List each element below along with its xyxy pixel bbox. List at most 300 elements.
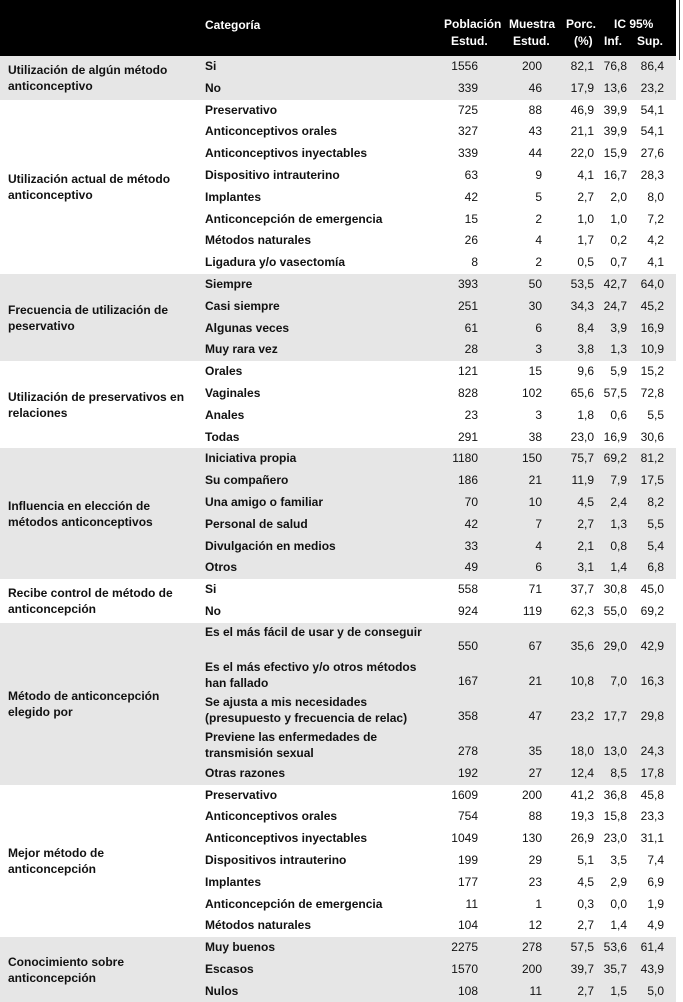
- row-poblacion: 550: [457, 638, 478, 653]
- row-poblacion: 558: [457, 582, 478, 597]
- row-poblacion: 70: [464, 494, 478, 509]
- row-ic-sup: 15,2: [640, 364, 664, 379]
- row-ic-sup: 10,9: [640, 342, 664, 357]
- table-row: [0, 78, 676, 100]
- row-ic-inf: 0,0: [610, 896, 627, 911]
- group-label: Método de anticoncepción elegido por: [8, 688, 160, 719]
- row-ic-sup: 23,3: [640, 809, 664, 824]
- row-muestra: 29: [528, 852, 542, 867]
- row-ic-sup: 6,9: [647, 874, 664, 889]
- row-ic-inf: 2,0: [610, 189, 627, 204]
- row-poblacion: 61: [464, 320, 478, 335]
- row-ic-inf: 42,7: [603, 276, 627, 291]
- row-muestra: 2: [535, 211, 542, 226]
- row-category: Previene las enfermedades de transmisión sexual: [205, 729, 378, 760]
- row-muestra: 50: [528, 276, 542, 291]
- row-ic-sup: 61,4: [640, 940, 664, 955]
- row-porcentaje: 2,7: [577, 983, 594, 998]
- row-poblacion: 42: [464, 516, 478, 531]
- row-ic-sup: 7,2: [647, 211, 664, 226]
- table-row: [0, 850, 676, 872]
- row-porcentaje: 34,3: [570, 298, 594, 313]
- row-ic-sup: 28,3: [640, 167, 664, 182]
- row-ic-inf: 39,9: [603, 102, 627, 117]
- row-ic-sup: 5,0: [647, 983, 664, 998]
- table-row: [0, 658, 676, 693]
- row-category: Métodos naturales: [205, 233, 312, 248]
- row-porcentaje: 5,1: [577, 852, 594, 867]
- row-poblacion: 251: [457, 298, 478, 313]
- row-muestra: 23: [528, 874, 542, 889]
- header-porc-sub: (%): [574, 34, 593, 48]
- table-row: [0, 121, 676, 143]
- row-poblacion: 393: [457, 276, 478, 291]
- row-category: Implantes: [205, 189, 262, 204]
- row-muestra: 1: [535, 896, 542, 911]
- row-category: Anticoncepción de emergencia: [205, 211, 383, 226]
- table-group: [0, 100, 676, 274]
- row-porcentaje: 57,5: [570, 940, 594, 955]
- row-ic-inf: 1,5: [610, 983, 627, 998]
- row-category: Si: [205, 59, 217, 73]
- row-porcentaje: 0,5: [577, 255, 594, 270]
- row-muestra: 67: [528, 638, 542, 653]
- table-group: [0, 56, 676, 100]
- row-porcentaje: 8,4: [577, 320, 594, 335]
- row-ic-sup: 4,1: [647, 255, 664, 270]
- row-muestra: 150: [521, 451, 542, 466]
- group-label: Utilización de preservativos en relaciones: [8, 389, 185, 420]
- row-poblacion: 104: [457, 918, 478, 933]
- row-muestra: 71: [528, 582, 542, 597]
- row-category: Preservativo: [205, 787, 278, 802]
- table-row: [0, 785, 676, 807]
- table-row: [0, 361, 676, 383]
- row-poblacion: 754: [457, 809, 478, 824]
- row-poblacion: 358: [457, 708, 478, 723]
- row-ic-sup: 30,6: [640, 429, 664, 444]
- row-ic-sup: 17,8: [640, 765, 664, 780]
- row-poblacion: 11: [465, 896, 478, 911]
- row-poblacion: 15: [464, 211, 478, 226]
- table-row: [0, 828, 676, 850]
- row-muestra: 6: [535, 320, 542, 335]
- row-porcentaje: 39,7: [570, 961, 594, 976]
- row-poblacion: 339: [457, 80, 478, 95]
- table-row: [0, 557, 676, 579]
- row-poblacion: 186: [457, 473, 478, 488]
- row-category: Siempre: [205, 276, 253, 291]
- table-row: [0, 252, 676, 274]
- table-row: [0, 318, 676, 340]
- table-row: [0, 536, 676, 558]
- row-muestra: 4: [535, 538, 542, 553]
- row-category: Si: [205, 582, 217, 597]
- row-poblacion: 23: [464, 407, 478, 422]
- table-row: [0, 623, 676, 658]
- row-category: Dispositivos intrauterino: [205, 852, 347, 867]
- row-porcentaje: 65,6: [570, 385, 594, 400]
- row-poblacion: 26: [464, 233, 478, 248]
- table-row: [0, 959, 676, 981]
- row-muestra: 4: [535, 233, 542, 248]
- header-categoria: Categoría: [205, 18, 261, 32]
- group-label: Frecuencia de utilización de peservativo: [8, 302, 169, 333]
- row-ic-inf: 1,3: [610, 516, 627, 531]
- row-muestra: 200: [521, 787, 542, 802]
- row-ic-inf: 30,8: [603, 582, 627, 597]
- row-muestra: 7: [535, 516, 542, 531]
- row-category: Anticonceptivos orales: [205, 124, 338, 139]
- row-category: Algunas veces: [205, 320, 290, 335]
- row-porcentaje: 41,2: [570, 787, 594, 802]
- row-category: Una amigo o familiar: [205, 494, 324, 509]
- row-poblacion: 167: [457, 673, 478, 688]
- table-row: [0, 339, 676, 361]
- row-muestra: 6: [535, 560, 542, 575]
- row-poblacion: 1609: [451, 787, 478, 802]
- table-row: [0, 296, 676, 318]
- row-category: Divulgación en medios: [205, 538, 336, 553]
- table-body: [0, 56, 676, 1002]
- row-poblacion: 327: [457, 124, 478, 139]
- row-muestra: 200: [521, 59, 542, 73]
- row-porcentaje: 4,5: [577, 874, 594, 889]
- table-row: [0, 230, 676, 252]
- row-porcentaje: 2,7: [577, 918, 594, 933]
- row-porcentaje: 62,3: [570, 603, 594, 618]
- row-porcentaje: 4,1: [577, 167, 594, 182]
- table-row: [0, 806, 676, 828]
- row-category: No: [205, 603, 221, 618]
- row-ic-inf: 2,4: [610, 494, 627, 509]
- table-row: [0, 601, 676, 623]
- row-poblacion: 291: [457, 429, 478, 444]
- row-ic-sup: 7,4: [647, 852, 664, 867]
- header-ic: IC 95%: [614, 17, 654, 31]
- row-category: Anticonceptivos inyectables: [205, 831, 368, 846]
- row-ic-sup: 31,1: [640, 831, 664, 846]
- row-porcentaje: 2,7: [577, 189, 594, 204]
- row-porcentaje: 17,9: [570, 80, 594, 95]
- group-label: Mejor método de anticoncepción: [8, 845, 105, 876]
- row-category: Dispositivo intrauterino: [205, 167, 340, 182]
- row-ic-sup: 6,8: [647, 560, 664, 575]
- row-muestra: 102: [521, 385, 542, 400]
- row-ic-sup: 8,2: [647, 494, 664, 509]
- row-ic-inf: 2,9: [610, 874, 627, 889]
- header-muestra: Muestra: [509, 17, 556, 31]
- row-poblacion: 1049: [451, 831, 478, 846]
- row-porcentaje: 11,9: [571, 473, 594, 488]
- row-muestra: 11: [529, 983, 542, 998]
- row-ic-inf: 29,0: [603, 638, 627, 653]
- row-ic-sup: 64,0: [640, 276, 664, 291]
- table-row: [0, 937, 676, 959]
- row-ic-sup: 16,9: [640, 320, 664, 335]
- table-row: [0, 405, 676, 427]
- row-ic-inf: 13,0: [603, 743, 627, 758]
- row-category: Otros: [205, 560, 238, 575]
- row-porcentaje: 3,1: [577, 560, 594, 575]
- row-ic-sup: 24,3: [640, 743, 664, 758]
- row-ic-inf: 3,9: [610, 320, 627, 335]
- row-poblacion: 2275: [451, 940, 478, 955]
- row-ic-sup: 5,5: [647, 516, 664, 531]
- row-category: Iniciativa propia: [205, 451, 297, 466]
- row-category: Muy buenos: [205, 940, 276, 955]
- row-muestra: 9: [535, 167, 542, 182]
- row-ic-sup: 86,4: [640, 59, 664, 73]
- row-porcentaje: 9,6: [577, 364, 594, 379]
- row-ic-inf: 69,2: [603, 451, 627, 466]
- row-ic-sup: 5,5: [647, 407, 664, 422]
- row-ic-inf: 1,4: [610, 560, 627, 575]
- table-group: [0, 785, 676, 938]
- row-porcentaje: 22,0: [570, 146, 594, 161]
- table-row: [0, 514, 676, 536]
- row-muestra: 30: [528, 298, 542, 313]
- table-row: [0, 981, 676, 1002]
- row-category: Orales: [205, 364, 243, 379]
- row-ic-sup: 45,2: [640, 298, 664, 313]
- row-muestra: 38: [528, 429, 542, 444]
- row-poblacion: 121: [457, 364, 478, 379]
- row-muestra: 200: [521, 961, 542, 976]
- row-muestra: 2: [535, 255, 542, 270]
- row-porcentaje: 53,5: [570, 276, 594, 291]
- row-muestra: 35: [528, 743, 542, 758]
- row-ic-inf: 1,0: [610, 211, 627, 226]
- row-ic-inf: 0,2: [610, 233, 627, 248]
- row-category: Escasos: [205, 961, 254, 976]
- row-ic-inf: 35,7: [603, 961, 627, 976]
- row-ic-inf: 17,7: [603, 708, 627, 723]
- row-category: Anales: [205, 407, 245, 422]
- row-porcentaje: 26,9: [570, 831, 594, 846]
- row-poblacion: 63: [464, 167, 478, 182]
- header-porc: Porc.: [566, 17, 597, 31]
- table-row: [0, 427, 676, 449]
- group-label: Conocimiento sobre anticoncepción: [8, 954, 125, 985]
- row-porcentaje: 21,1: [570, 124, 594, 139]
- row-ic-sup: 54,1: [640, 102, 664, 117]
- row-ic-sup: 1,9: [647, 896, 664, 911]
- row-muestra: 3: [535, 342, 542, 357]
- table-row: [0, 209, 676, 231]
- row-ic-sup: 45,8: [640, 787, 664, 802]
- page-edge-line: [679, 0, 680, 60]
- table-row: [0, 579, 676, 601]
- header-sup: Sup.: [637, 34, 663, 48]
- row-ic-sup: 29,8: [640, 708, 664, 723]
- table-group: [0, 448, 676, 579]
- row-ic-inf: 0,7: [610, 255, 627, 270]
- row-category: Es el más fácil de usar y de conseguir: [205, 624, 422, 639]
- row-ic-sup: 16,3: [640, 673, 664, 688]
- row-poblacion: 42: [464, 189, 478, 204]
- row-ic-inf: 15,8: [603, 809, 627, 824]
- row-poblacion: 192: [457, 765, 478, 780]
- table-row: [0, 448, 676, 470]
- row-muestra: 47: [528, 708, 542, 723]
- row-muestra: 278: [521, 940, 542, 955]
- row-ic-inf: 7,0: [610, 673, 627, 688]
- table-row: [0, 187, 676, 209]
- table-row: [0, 693, 676, 728]
- row-poblacion: 828: [457, 385, 478, 400]
- row-porcentaje: 3,8: [577, 342, 594, 357]
- row-muestra: 88: [528, 102, 542, 117]
- row-porcentaje: 2,1: [577, 538, 594, 553]
- row-category: Se ajusta a mis necesidades (presupuesto y frecuencia de relac): [205, 694, 408, 725]
- row-category: Anticonceptivos inyectables: [205, 146, 368, 161]
- row-porcentaje: 75,7: [570, 451, 594, 466]
- row-category: Ligadura y/o vasectomía: [205, 255, 346, 270]
- table-row: [0, 763, 676, 785]
- row-muestra: 21: [528, 673, 542, 688]
- row-muestra: 130: [521, 831, 542, 846]
- row-porcentaje: 82,1: [570, 59, 594, 73]
- row-porcentaje: 35,6: [570, 638, 594, 653]
- row-ic-sup: 54,1: [640, 124, 664, 139]
- table-row: [0, 274, 676, 296]
- table-row: [0, 100, 676, 122]
- row-ic-inf: 15,9: [603, 146, 627, 161]
- row-ic-inf: 36,8: [603, 787, 627, 802]
- table-header: [0, 0, 676, 56]
- row-ic-inf: 3,5: [610, 852, 627, 867]
- row-ic-inf: 7,9: [610, 473, 627, 488]
- row-category: No: [205, 80, 221, 95]
- row-ic-sup: 43,9: [640, 961, 664, 976]
- row-muestra: 88: [528, 809, 542, 824]
- row-category: Muy rara vez: [205, 342, 278, 357]
- row-ic-sup: 17,5: [640, 473, 664, 488]
- row-ic-inf: 1,3: [610, 342, 627, 357]
- row-category: Casi siempre: [205, 298, 280, 313]
- row-ic-inf: 39,9: [603, 124, 627, 139]
- row-porcentaje: 37,7: [570, 582, 594, 597]
- row-poblacion: 8: [471, 255, 478, 270]
- row-muestra: 119: [522, 603, 542, 618]
- row-category: Anticoncepción de emergencia: [205, 896, 383, 911]
- table-row: [0, 470, 676, 492]
- table-row: [0, 894, 676, 916]
- row-porcentaje: 46,9: [570, 102, 594, 117]
- row-poblacion: 1570: [451, 961, 478, 976]
- row-category: Todas: [205, 429, 240, 444]
- row-muestra: 12: [528, 918, 542, 933]
- row-ic-inf: 0,8: [610, 538, 627, 553]
- row-category: Personal de salud: [205, 516, 308, 531]
- row-poblacion: 278: [457, 743, 478, 758]
- table-row: [0, 143, 676, 165]
- row-muestra: 27: [528, 765, 542, 780]
- row-porcentaje: 18,0: [570, 743, 594, 758]
- header-muestra-sub: Estud.: [513, 34, 550, 48]
- header-inf: Inf.: [604, 34, 622, 48]
- row-ic-inf: 0,6: [610, 407, 627, 422]
- row-ic-inf: 23,0: [603, 831, 627, 846]
- row-ic-sup: 45,0: [640, 582, 664, 597]
- row-poblacion: 1180: [452, 451, 478, 466]
- row-ic-inf: 16,7: [603, 167, 627, 182]
- row-poblacion: 199: [457, 852, 478, 867]
- row-porcentaje: 23,2: [570, 708, 594, 723]
- table-row: [0, 728, 676, 763]
- row-poblacion: 49: [464, 560, 478, 575]
- row-ic-inf: 8,5: [610, 765, 627, 780]
- row-poblacion: 924: [457, 603, 478, 618]
- row-ic-inf: 57,5: [603, 385, 627, 400]
- group-label: Utilización actual de método anticonceptivo: [8, 171, 171, 202]
- table-group: [0, 579, 676, 623]
- row-ic-sup: 72,8: [640, 385, 664, 400]
- row-porcentaje: 19,3: [570, 809, 594, 824]
- row-category: Vaginales: [205, 385, 261, 400]
- row-poblacion: 339: [457, 146, 478, 161]
- row-ic-inf: 13,6: [603, 80, 627, 95]
- row-porcentaje: 0,3: [577, 896, 594, 911]
- row-porcentaje: 2,7: [577, 516, 594, 531]
- row-poblacion: 28: [464, 342, 478, 357]
- row-category: Es el más efectivo y/o otros métodos han fallado: [205, 659, 417, 690]
- row-ic-sup: 27,6: [640, 146, 664, 161]
- group-label: Utilización de algún método anticonceptivo: [8, 62, 168, 93]
- row-muestra: 15: [528, 364, 542, 379]
- row-ic-sup: 42,9: [640, 638, 664, 653]
- row-ic-inf: 55,0: [603, 603, 627, 618]
- row-muestra: 44: [528, 146, 542, 161]
- row-category: Otras razones: [205, 765, 286, 780]
- table-group: [0, 274, 676, 361]
- row-porcentaje: 12,4: [570, 765, 594, 780]
- row-ic-sup: 23,2: [640, 80, 664, 95]
- row-poblacion: 177: [457, 874, 478, 889]
- row-muestra: 46: [528, 80, 542, 95]
- row-porcentaje: 23,0: [570, 429, 594, 444]
- row-porcentaje: 4,5: [577, 494, 594, 509]
- row-ic-sup: 81,2: [640, 451, 664, 466]
- row-ic-sup: 69,2: [640, 603, 664, 618]
- row-poblacion: 33: [464, 538, 478, 553]
- group-label: Recibe control de método de anticoncepción: [8, 585, 173, 616]
- row-category: Nulos: [205, 983, 239, 998]
- row-category: Preservativo: [205, 102, 278, 117]
- table-row: [0, 165, 676, 187]
- table-group: [0, 361, 676, 448]
- row-ic-inf: 76,8: [603, 59, 627, 73]
- row-category: Su compañero: [205, 473, 289, 488]
- table-row: [0, 492, 676, 514]
- row-ic-sup: 5,4: [647, 538, 664, 553]
- row-category: Implantes: [205, 874, 262, 889]
- table-group: [0, 623, 676, 785]
- row-muestra: 21: [528, 473, 542, 488]
- row-ic-sup: 4,2: [647, 233, 664, 248]
- row-ic-sup: 8,0: [647, 189, 664, 204]
- row-ic-inf: 53,6: [603, 940, 627, 955]
- row-porcentaje: 1,0: [577, 211, 594, 226]
- header-poblacion-sub: Estud.: [451, 34, 488, 48]
- row-muestra: 5: [535, 189, 542, 204]
- row-category: Anticonceptivos orales: [205, 809, 338, 824]
- row-ic-inf: 24,7: [603, 298, 627, 313]
- row-ic-sup: 4,9: [647, 918, 664, 933]
- table-row: [0, 56, 676, 78]
- group-label: Influencia en elección de métodos anticonceptivos: [8, 498, 153, 529]
